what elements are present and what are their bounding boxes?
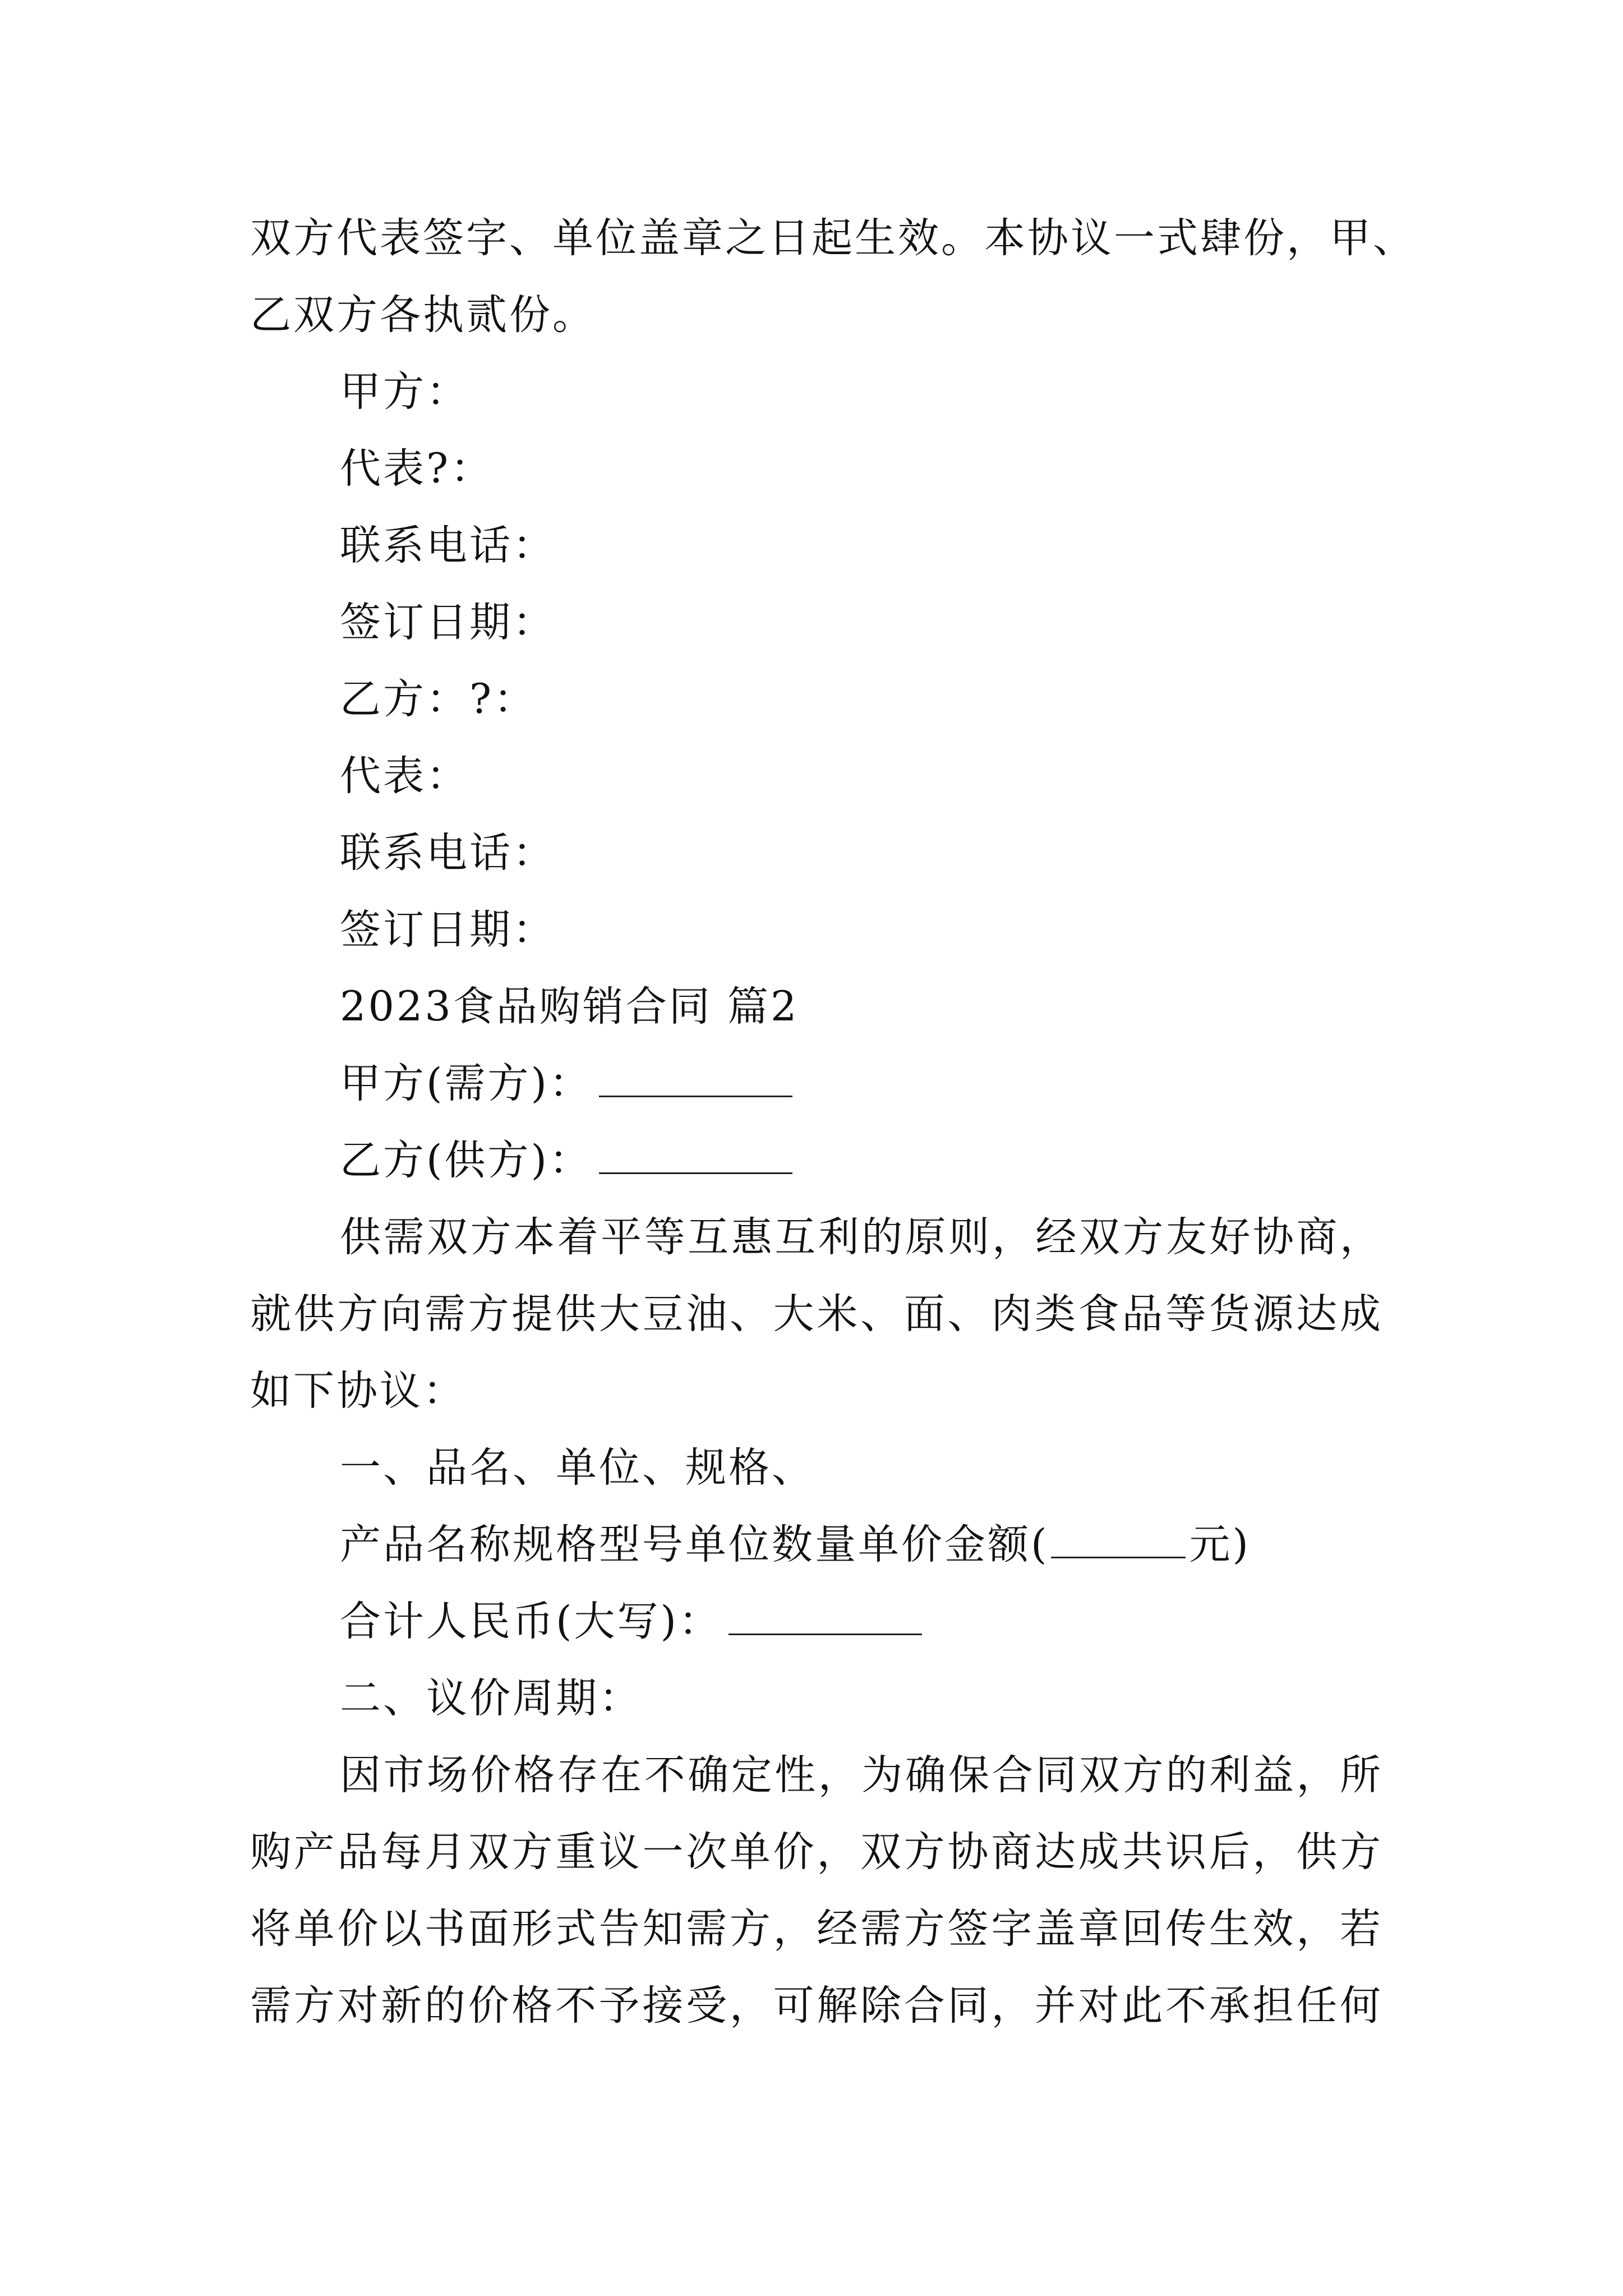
section-title: 2023食品购销合同 篇2 — [340, 983, 799, 1030]
paragraph-line: 购产品每月双方重议一次单价，双方协商达成共识后，供方 — [250, 1828, 1383, 1876]
seller-field — [250, 1122, 1383, 1199]
table-header-unit: 元) — [1189, 1521, 1251, 1568]
party-b-date-label: 签订日期： — [340, 906, 556, 954]
buyer-field — [250, 1045, 1383, 1122]
paragraph-line: 因市场价格存在不确定性，为确保合同双方的利益，所 — [340, 1751, 1383, 1799]
paragraph-line: 如下协议： — [250, 1367, 466, 1415]
paragraph-line: 供需双方本着平等互惠互利的原则，经双方友好协商， — [340, 1213, 1383, 1261]
paragraph-line: 将单价以书面形式告知需方，经需方签字盖章回传生效，若 — [250, 1905, 1383, 1953]
buyer-label: 甲方(需方)： — [340, 1060, 592, 1107]
product-table-header — [250, 1506, 1383, 1583]
total-label: 合计人民币(大写)： — [340, 1598, 722, 1645]
party-b-phone-label: 联系电话： — [340, 829, 556, 877]
total-field — [250, 1583, 1383, 1660]
paragraph-line: 双方代表签字、单位盖章之日起生效。本协议一式肆份，甲、 — [250, 214, 1416, 262]
party-a-phone-label: 联系电话： — [340, 522, 556, 569]
amount-blank-line — [1051, 1523, 1186, 1558]
paragraph-line: 就供方向需方提供大豆油、大米、面、肉类食品等货源达成 — [250, 1290, 1383, 1338]
clause-1-title: 一、品名、单位、规格、 — [340, 1444, 815, 1492]
party-a-representative-label: 代表?： — [340, 445, 494, 493]
clause-2-title: 二、议价周期： — [340, 1674, 642, 1722]
seller-label: 乙方(供方)： — [340, 1137, 592, 1184]
party-a-date-label: 签订日期： — [340, 599, 556, 646]
party-b-representative-label: 代表： — [340, 752, 469, 800]
paragraph-line: 乙双方各执贰份。 — [250, 291, 596, 339]
buyer-blank-line — [599, 1062, 792, 1097]
party-b-label: 乙方：?： — [340, 675, 537, 723]
party-a-label: 甲方： — [340, 368, 469, 416]
table-header-text: 产品名称规格型号单位数量单价金额( — [340, 1521, 1049, 1568]
seller-blank-line — [599, 1139, 792, 1174]
document-body — [250, 200, 1416, 2044]
paragraph-line: 需方对新的价格不予接受，可解除合同，并对此不承担任何 — [250, 1982, 1383, 2030]
total-blank-line — [728, 1600, 922, 1635]
